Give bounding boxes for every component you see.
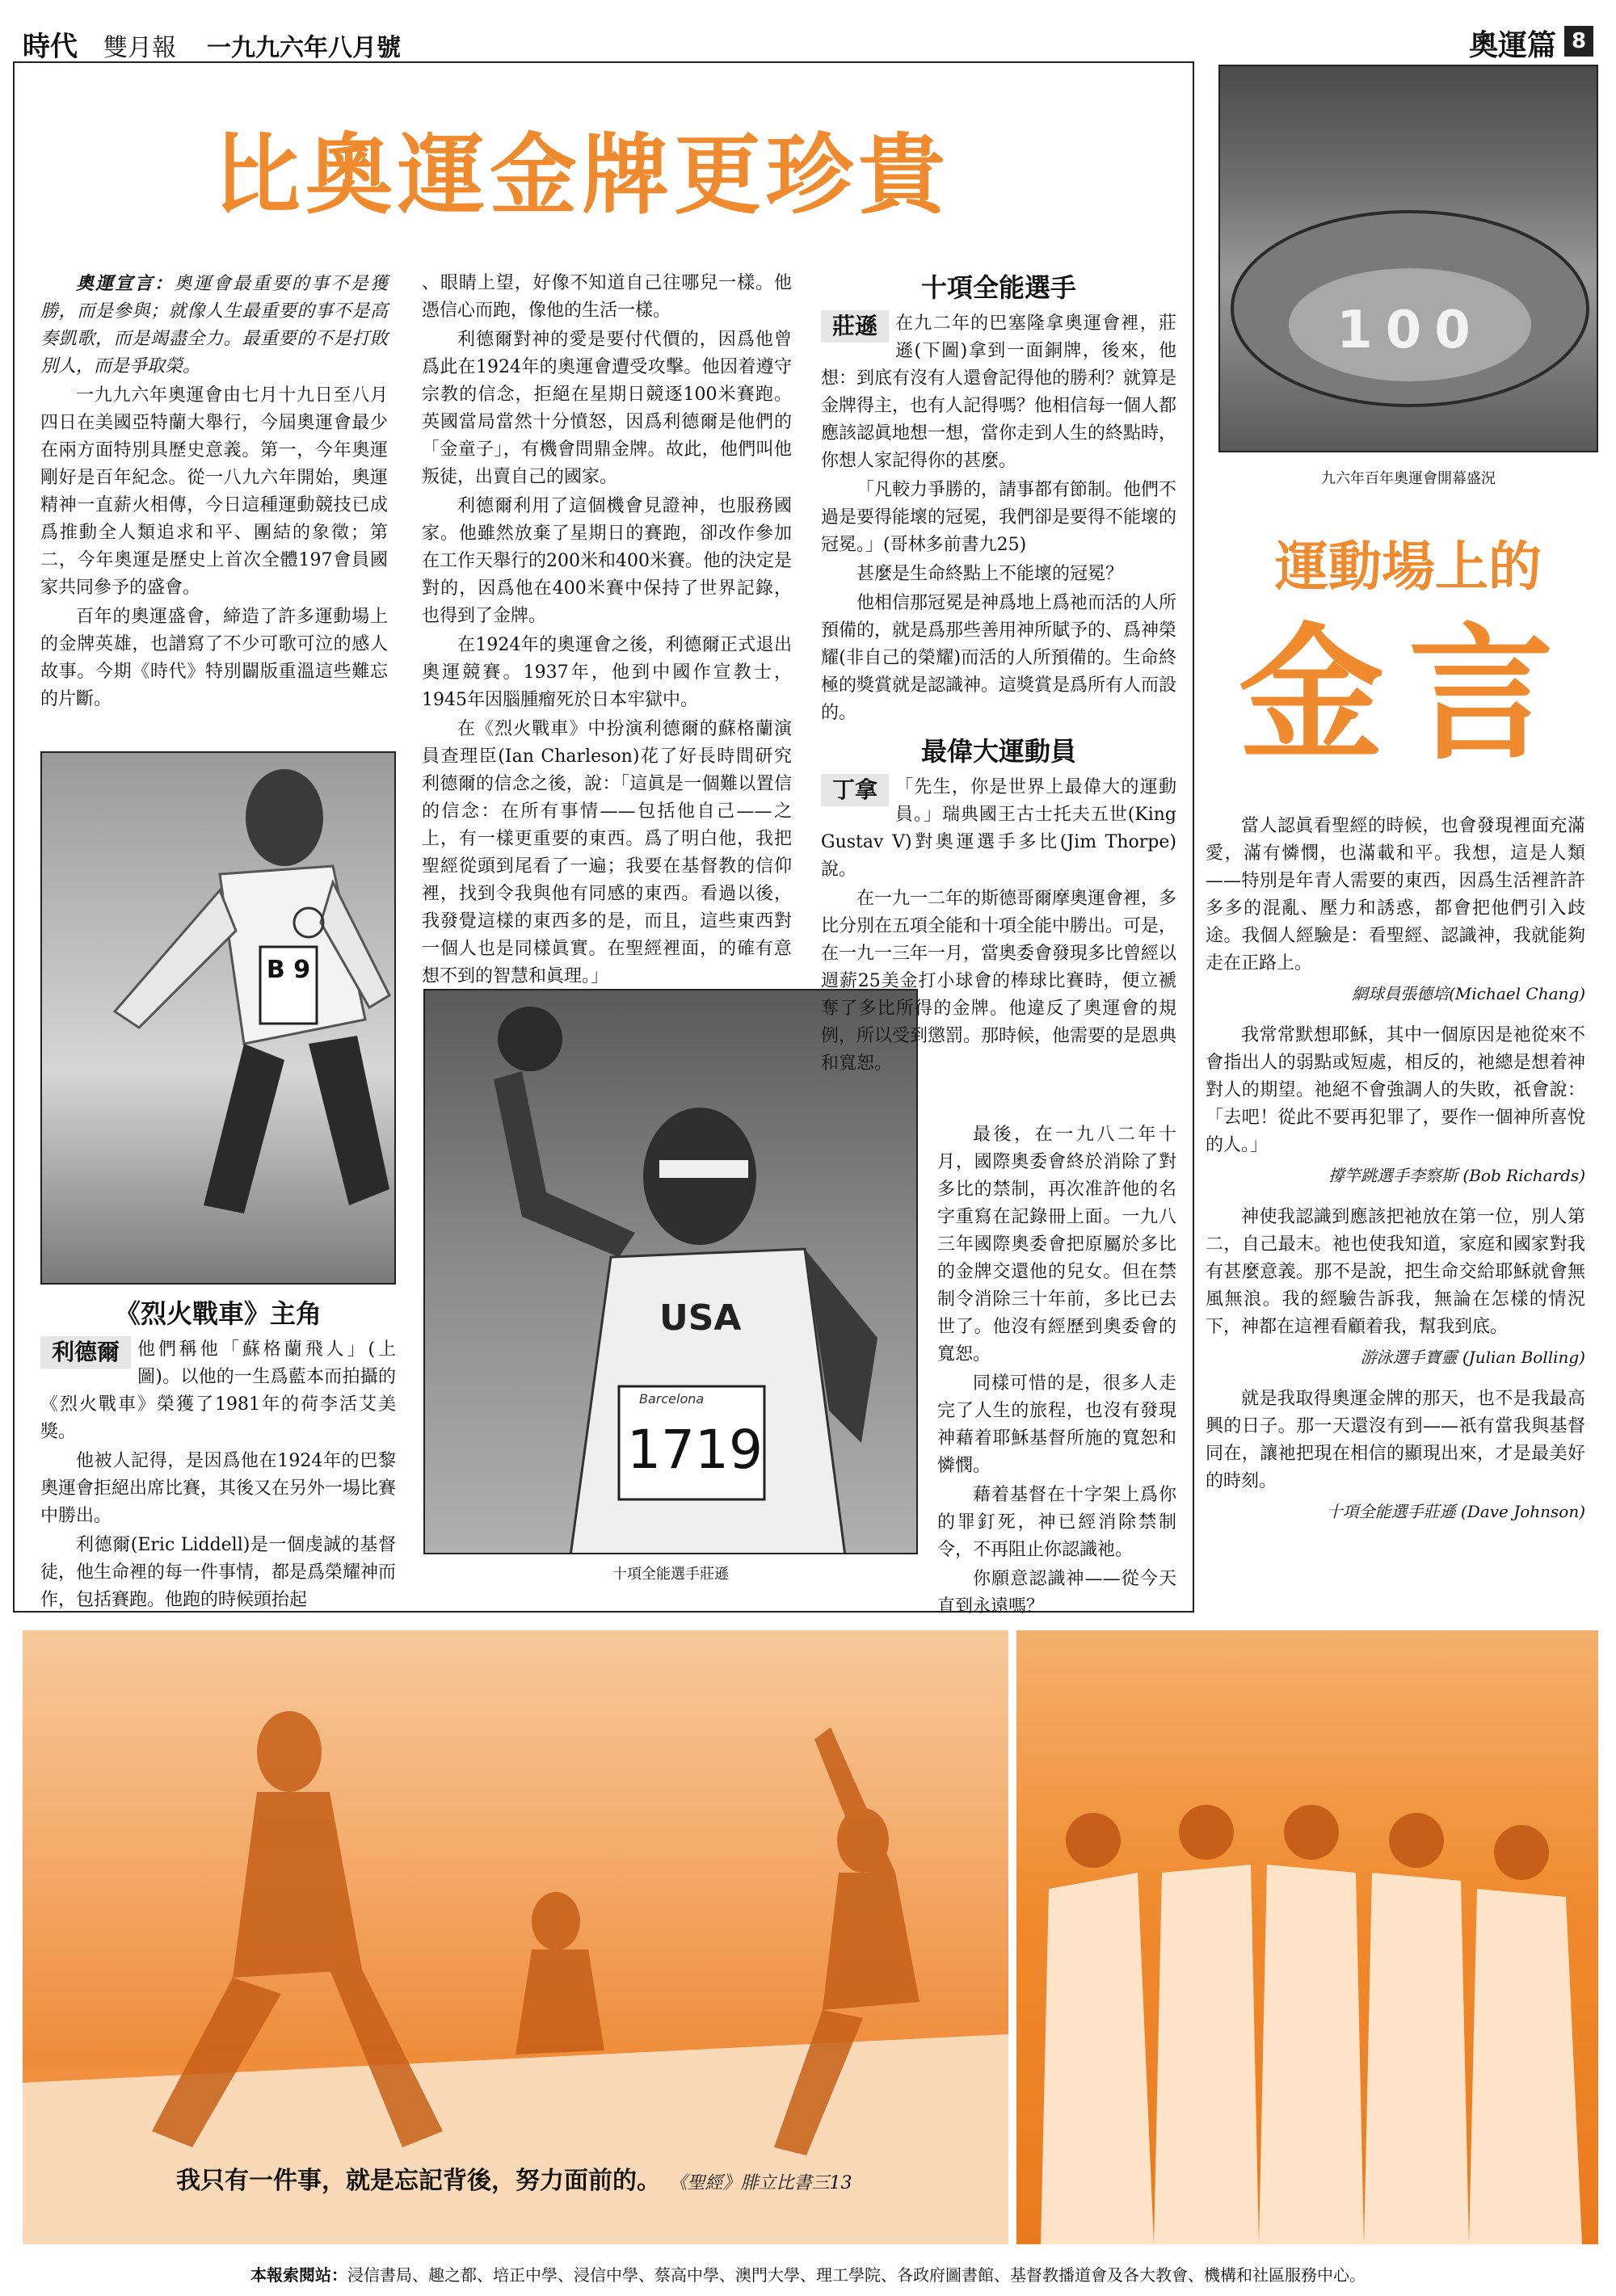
runner-illustration: [42, 753, 396, 1285]
scripture-verse: [176, 2160, 852, 2196]
credit-julian-bolling: 游泳選手寶靈 (Julian Bolling): [1360, 1348, 1585, 1367]
golden-words-quotes: [1206, 813, 1585, 1540]
stadium-illustration: [1220, 66, 1598, 452]
liddell-continued-4: 在1924年的奧運會之後，利德爾正式退出奧運競賽。1937年，他到中國作宣教士，1945年因腦腫瘤死於日本牢獄中。: [422, 635, 792, 710]
liddell-paragraph-3: 利德爾(Eric Liddell)是一個虔誠的基督徒，他生命裡的每一件事情，都是爲榮耀神而作，包括賽跑。他跑的時候頭抬起: [40, 1535, 397, 1610]
liddell-continued-2: 利德爾對神的愛是要付代價的，因爲他曾爲此在1924年的奧運會遭受攻擊。他因着遵守宗教的信念，拒絕在星期日競逐100米賽跑。英國當局當然十分憤怒，因爲利德爾是他們的「金童子」，有機會問鼎金牌。故此，他們叫他叛徒，出賣自己的國家。: [422, 330, 792, 487]
intro-declaration: [40, 270, 388, 381]
decathlete-jersey-text: USA: [659, 1297, 742, 1339]
decathlon-paragraph-3: 甚麼是生命終點上不能壞的冠冕？: [856, 564, 1124, 584]
decathlon-paragraph-2: 「凡較力爭勝的，請事都有節制。他們不過是要得能壞的冠冕，我們卻是要得不能壞的冠冕。」(哥林多前書九25): [821, 480, 1177, 555]
column-2: [422, 270, 792, 992]
decathlon-paragraph-4: 他相信那冠冕是神爲地上爲祂而活的人所預備的，就是爲那些善用神所賦予的、爲神榮耀(非自己的榮耀)而活的人所預備的。生命終極的獎賞就是認識神。這獎賞是爲所有人而設的。: [821, 593, 1177, 723]
intro-paragraph-2: 百年的奧運盛會，締造了許多運動場上的金牌英雄，也譜寫了不少可歌可泣的感人故事。今期《時代》特別闢版重溫這些難忘的片斷。: [40, 607, 388, 709]
decathlete-bib-number: 1719: [627, 1419, 763, 1481]
golden-words-title-small: 運動場上的: [1275, 535, 1542, 598]
stadium-photo: [1218, 65, 1598, 452]
liddell-continued-5: 在《烈火戰車》中扮演利德爾的蘇格蘭演員查理臣(Ian Charleson)花了好長時間研究利德爾的信念之後，說：「這眞是一個難以置信的信念：在所有事情——包括他自己——之上，有一樣更重要的東西。爲了明白他，我把聖經從頭到尾看了一遍；我要在基督教的信仰裡，找到令我與他有同感的東西。看過以後，我發覺這樣的東西多的是，而且，這些東西對一個人也是同樣眞實。在聖經裡面，的確有意想不到的智慧和眞理。」: [422, 719, 792, 986]
gymnasts-illustration: [1016, 1630, 1598, 2244]
golden-words-title-big: 金言: [1238, 609, 1578, 780]
page-header: [23, 21, 1593, 66]
quote-julian-bolling: 神使我認識到應該把祂放在第一位，別人第二，自己最末。祂也使我知道，家庭和國家對我有甚麼意義。那不是說，把生命交給耶穌就會無風無浪。我的經驗告訴我，無論在怎樣的情況下，神都在這裡看顧着我，幫我到底。: [1206, 1207, 1585, 1337]
brand-name: 時代: [23, 31, 78, 63]
scripture-verse-ref: 《聖經》腓立比書三13: [669, 2173, 852, 2193]
liddell-heading: 《烈火戰車》主角: [114, 1298, 322, 1329]
sprinters-illustration: [23, 1630, 1008, 2244]
liddell-bib-number: B 9: [266, 956, 311, 984]
team-photo: [1016, 1630, 1598, 2244]
column-1: [40, 270, 388, 715]
issue-date: 一九九六年八月號: [207, 34, 401, 62]
footer-locations: 浸信書局、趣之都、培正中學、浸信中學、蔡高中學、澳門大學、理工學院、各政府圖書館、基督教播道會及各大教會、機構和社區服務中心。: [347, 2265, 1366, 2285]
section-name: 奧運篇: [1468, 29, 1556, 62]
thorpe-name-label: 丁拿: [821, 774, 889, 806]
sprint-photo: [23, 1630, 1008, 2244]
quote-dave-johnson: 就是我取得奧運金牌的那天，也不是我最高興的日子。那一天還沒有到——祇有當我與基督同在，讓祂把現在相信的顯現出來，才是最美好的時刻。: [1206, 1389, 1585, 1491]
decathlon-heading: 十項全能選手: [920, 272, 1076, 303]
credit-dave-johnson: 十項全能選手莊遜 (Dave Johnson): [1326, 1502, 1585, 1521]
page-number: 8: [1564, 26, 1593, 57]
thorpe-paragraph-3: 最後，在一九八二年十月，國際奧委會終於消除了對多比的禁制，再次准許他的名字重寫在記錄冊上面。一九八三年國際奧委會把原屬於多比的金牌交還他的兒女。但在禁制令消除三十年前，多比已去世了。他沒有經歷到奧委會的寬恕。: [937, 1125, 1176, 1365]
intro-paragraph-1: 一九九六年奧運會由七月十九日至八月四日在美國亞特蘭大舉行，今屆奧運會最少在兩方面特別具歷史意義。第一，今年奧運剛好是百年紀念。從一八九六年開始，奧運精神一直薪火相傳，今日這種運動競技已成爲推動全人類追求和平、團結的象徵；第二，今年奧運是歷史上首次全體197會員國家共同參予的盛會。: [40, 385, 388, 598]
decathlete-venue-text: Barcelona: [639, 1391, 705, 1407]
credit-bob-richards: 撐竿跳選手李察斯 (Bob Richards): [1328, 1166, 1585, 1185]
thorpe-paragraph-5: 藉着基督在十字架上爲你的罪釘死，神已經消除禁制令，不再阻止你認識祂。: [937, 1485, 1176, 1560]
page-title: 比奧運金牌更珍貴: [213, 124, 950, 226]
liddell-paragraph-2: 他被人記得，是因爲他在1924年的巴黎奧運會拒絕出席比賽，其後又在另外一場比賽中勝出。: [40, 1451, 397, 1526]
stadium-caption: 九六年百年奧運會開幕盛況: [1321, 470, 1496, 487]
liddell-section: [40, 1296, 396, 1616]
thorpe-paragraph-4: 同樣可惜的是，很多人走完了人生的旅程，也沒有發現神藉着耶穌基督所施的寬恕和憐憫。: [937, 1373, 1176, 1476]
decathlon-name-label: 莊遜: [821, 310, 889, 343]
distribution-footer: [23, 2262, 1593, 2285]
liddell-continued-3: 利德爾利用了這個機會見證神，也服務國家。他雖然放棄了星期日的賽跑，卻改作參加在工作天舉行的200米和400米賽。他的決定是對的，因爲他在400米賽中保持了世界記錄，也得到了金牌。: [422, 496, 792, 626]
quote-bob-richards: 我常常默想耶穌，其中一個原因是祂從來不會指出人的弱點或短處，相反的，祂總是想着神對人的期望。祂絕不會強調人的失敗，祇會說：「去吧！從此不要再犯罪了，要作一個神所喜悅的人。」: [1206, 1025, 1585, 1155]
thorpe-paragraph-2: 在一九一二年的斯德哥爾摩奧運會裡，多比分別在五項全能和十項全能中勝出。可是，在一九一三年一月，當奧委會發現多比曾經以週薪25美金打小球會的棒球比賽時，便立褫奪了多比所得的金牌。他違反了奧運會的規例，所以受到懲罰。那時候，他需要的是恩典和寬恕。: [821, 889, 1177, 1074]
stadium-field-number: 100: [1336, 301, 1483, 360]
thorpe-paragraph-6: 你願意認識神——從今天直到永遠嗎？: [937, 1569, 1176, 1617]
footer-label: 本報索閱站：: [250, 2265, 347, 2285]
thorpe-paragraph-1: 丁拿 「先生，你是世界上最偉大的運動員。」瑞典國王古士托夫五世(King Gustav V)對奧運選手多比(Jim Thorpe)說。: [821, 774, 1176, 884]
intro-label: 奧運宣言：: [76, 273, 175, 294]
decathlete-caption: 十項全能選手莊遜: [612, 1566, 729, 1583]
column-3-lower: [937, 1121, 1176, 1622]
column-3: [821, 270, 1176, 1079]
publication-type: 雙月報: [103, 34, 176, 62]
decathlon-paragraph-1: 莊遜 在九二年的巴塞隆拿奧運會裡，莊遜(下圖)拿到一面銅牌，後來，他想：到底有沒有人還會記得他的勝利？就算是金牌得主，也有人記得嗎？他相信每一個人都應該認眞地想一想，當你走到人生的終點時，你想人家記得你的甚麼。: [821, 310, 1176, 475]
liddell-photo: [40, 751, 396, 1285]
scripture-verse-text: 我只有一件事，就是忘記背後，努力面前的。: [176, 2167, 661, 2195]
liddell-continued-1: 、眼睛上望，好像不知道自己往哪兒一樣。他憑信心而跑，像他的生活一樣。: [422, 273, 792, 321]
thorpe-heading: 最偉大運動員: [920, 736, 1076, 767]
liddell-name-label: 利德爾: [40, 1336, 131, 1369]
credit-michael-chang: 網球員張德培(Michael Chang): [1352, 984, 1585, 1003]
intro-text: 奧運會最重要的事不是獲勝，而是參與；就像人生最重要的事不是高奏凱歌，而是竭盡全力。最重要的不是打敗別人，而是爭取榮。: [40, 274, 388, 376]
liddell-paragraph-1: 利德爾 他們稱他「蘇格蘭飛人」(上圖)。以他的一生爲藍本而拍攝的《烈火戰車》榮獲了1981年的荷李活艾美獎。: [40, 1336, 396, 1446]
quote-michael-chang: 當人認眞看聖經的時候，也會發現裡面充滿愛，滿有憐憫，也滿載和平。我想，這是人類——特別是年青人需要的東西，因爲生活裡許許多多的混亂、壓力和誘惑，都會把他們引入歧途。我個人經驗是：看聖經、認識神，我就能夠走在正路上。: [1206, 816, 1585, 973]
